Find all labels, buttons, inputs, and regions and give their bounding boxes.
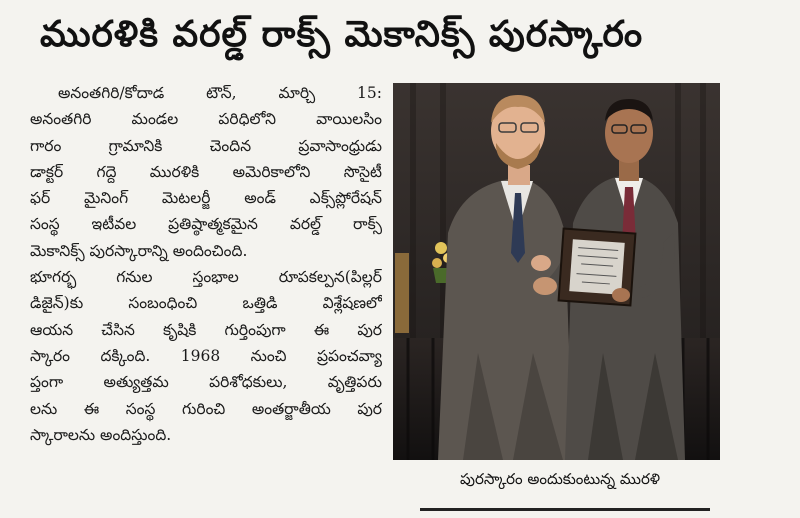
article-line: ఆయన చేసిన కృషికి గుర్తింపుగా ఈ పుర — [30, 320, 382, 339]
article-line: అనంతగిరి/కోదాడ టౌన్, మార్చి 15: — [58, 84, 382, 102]
award-photo — [393, 83, 720, 460]
award-photo-illustration — [393, 83, 720, 460]
handshake — [533, 277, 557, 295]
article-line: లను ఈ సంస్థ గురించి అంతర్జాతీయ పుర — [30, 399, 382, 418]
article-body — [30, 80, 382, 518]
article-paragraph — [30, 80, 382, 448]
article-line: ఫర్ మైనింగ్ మెటలర్జీ అండ్ ఎక్స్‌ప్లోరేషన్ — [30, 189, 382, 208]
photo-caption: పురస్కారం అందుకుంటున్న మురళి — [460, 470, 660, 488]
article-line: డిజైన్)కు సంబంధించి ఒత్తిడి విశ్లేషణలో — [30, 294, 382, 313]
article-line: డాక్టర్ గద్దె మురళికి అమెరికాలోని సొసైటీ — [30, 162, 382, 181]
article-line: స్కారాలను అందిస్తుంది. — [30, 425, 172, 444]
article-line: అనంతగిరి మండల పరిధిలోని వాయిలసిం — [30, 110, 382, 129]
article-line: భూగర్భ గనుల స్తంభాల రూపకల్పన(పిల్లర్ — [30, 268, 382, 287]
article-line: గారం గ్రామానికి చెందిన ప్రవాసాంధ్రుడు — [30, 136, 382, 155]
headline: మురళికి వరల్డ్ రాక్స్ మెకానిక్స్ పురస్కారం — [40, 14, 644, 55]
article-line: ప్తంగా అత్యుత్తమ పరిశోధకులు, వృత్తిపరు — [30, 373, 382, 392]
award-plaque — [559, 229, 636, 306]
article-line: మెకానిక్స్ పురస్కారాన్ని అందించింది. — [30, 241, 248, 260]
caption-divider — [420, 508, 710, 511]
article-line: స్కారం దక్కింది. 1968 నుంచి ప్రపంచవ్యా — [30, 346, 382, 365]
article-line: సంస్థ ఇటీవల ప్రతిష్ఠాత్మకమైన వరల్డ్ రాక్స్ — [30, 215, 382, 234]
